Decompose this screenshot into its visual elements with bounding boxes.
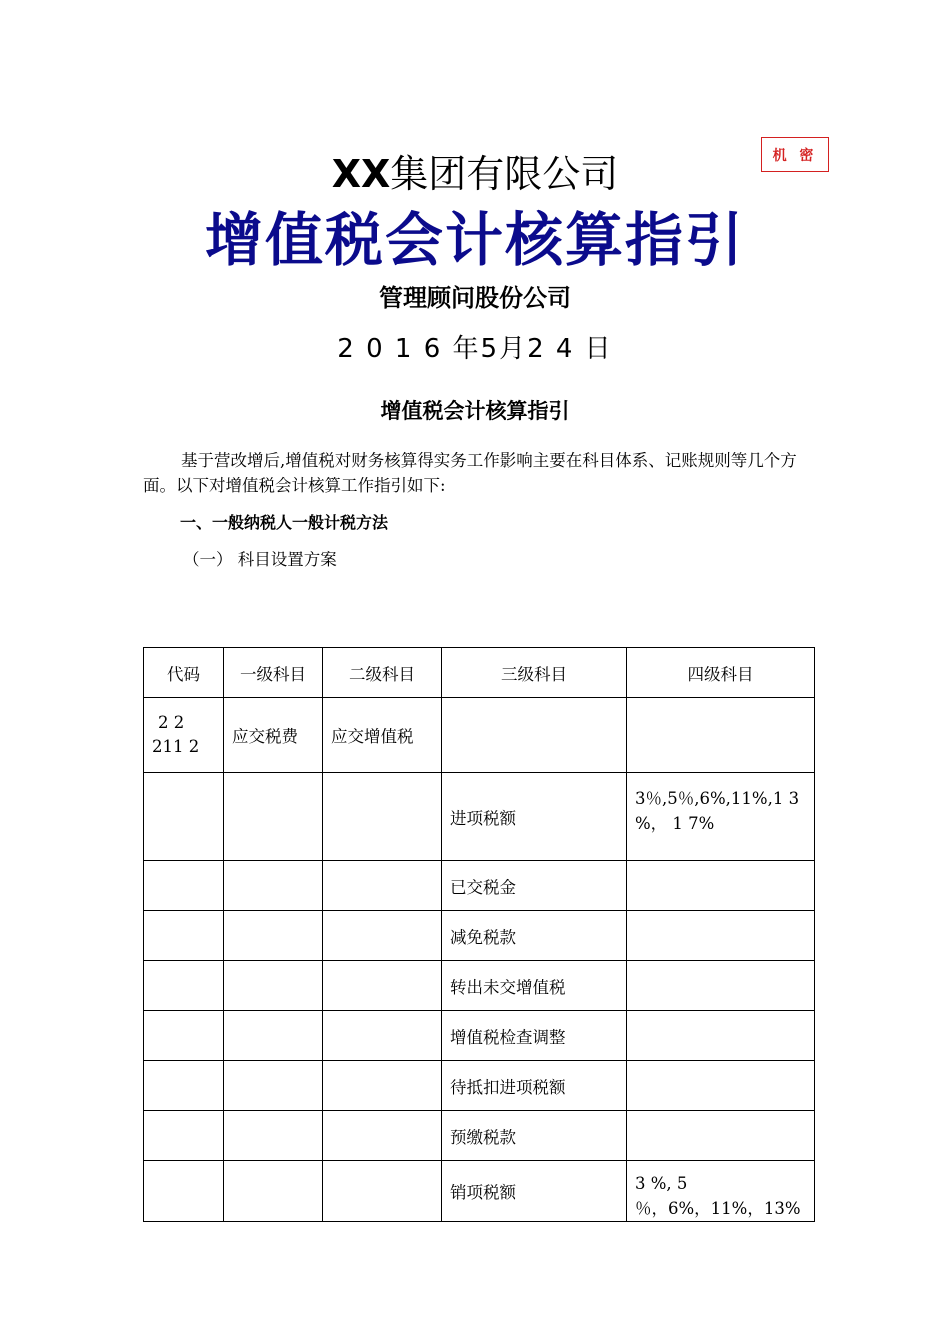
code-line-2: 211 2 [152, 737, 200, 756]
table-row [144, 773, 815, 861]
code-cell [144, 698, 224, 773]
level4-cell [627, 1111, 815, 1161]
table-row [144, 1111, 815, 1161]
table-row [144, 861, 815, 911]
level1-cell [224, 1161, 323, 1222]
header-level3: 三级科目 [442, 648, 627, 698]
level1-cell [224, 773, 323, 861]
document-date: 2 0 1 6 年5月2 4 日 [337, 334, 613, 364]
level3-cell: 减免税款 [442, 911, 627, 961]
level3-cell: 预缴税款 [442, 1111, 627, 1161]
level2-cell [323, 911, 442, 961]
level4-cell [627, 1161, 815, 1222]
section-heading: 一、一般纳税人一般计税方法 [180, 513, 389, 532]
level3-cell: 待抵扣进项税额 [442, 1061, 627, 1111]
level1-cell [224, 1011, 323, 1061]
code-cell [144, 1011, 224, 1061]
code-cell [144, 861, 224, 911]
header-code: 代码 [144, 648, 224, 698]
company-name-prefix: XX [331, 152, 391, 196]
level4-cell [627, 1011, 815, 1061]
level2-cell [323, 1061, 442, 1111]
level1-cell [224, 1061, 323, 1111]
level2-cell [323, 961, 442, 1011]
rate-line-2: ％，6%，11%，13% [635, 1199, 801, 1218]
level1-cell [224, 911, 323, 961]
level1-cell [224, 861, 323, 911]
table-row [144, 1061, 815, 1111]
level1-cell [224, 961, 323, 1011]
code-cell [144, 773, 224, 861]
level2-cell [323, 1161, 442, 1222]
company-name-suffix: 集团有限公司 [390, 152, 619, 196]
table-row [144, 961, 815, 1011]
table-row [144, 698, 815, 773]
rate-line-2: %， 1 7% [635, 814, 715, 833]
level4-cell [627, 773, 815, 861]
account-setup-table [143, 647, 815, 1222]
level3-cell [442, 698, 627, 773]
code-cell [144, 1061, 224, 1111]
level3-cell: 已交税金 [442, 861, 627, 911]
header-level2: 二级科目 [323, 648, 442, 698]
subsection-heading: （一） 科目设置方案 [183, 550, 337, 569]
header-level4: 四级科目 [627, 648, 815, 698]
confidential-stamp: 机 密 [761, 137, 829, 172]
consultant-name: 管理顾问股份公司 [379, 284, 571, 312]
rate-line-1: 3 %, 5 [635, 1174, 688, 1193]
level4-cell [627, 1061, 815, 1111]
level2-cell [323, 861, 442, 911]
company-name [0, 146, 950, 202]
main-title: 增值税会计核算指引 [204, 206, 745, 274]
level2-cell [323, 1011, 442, 1061]
code-cell [144, 1161, 224, 1222]
level3-cell: 销项税额 [442, 1161, 627, 1222]
rate-line-1: 3％,5％,6%,11%,1 3 [635, 789, 800, 808]
level3-cell: 转出未交增值税 [442, 961, 627, 1011]
code-cell [144, 911, 224, 961]
level2-cell: 应交增值税 [323, 698, 442, 773]
document-heading: 增值税会计核算指引 [380, 399, 570, 423]
level4-cell [627, 961, 815, 1011]
level3-cell: 进项税额 [442, 773, 627, 861]
level2-cell [323, 1111, 442, 1161]
level2-cell [323, 773, 442, 861]
level4-cell [627, 911, 815, 961]
code-cell [144, 961, 224, 1011]
intro-paragraph: 基于营改增后,增值税对财务核算得实务工作影响主要在科目体系、记账规则等几个方面。以下对增值税会计核算工作指引如下: [143, 451, 797, 495]
level1-cell: 应交税费 [224, 698, 323, 773]
table-row [144, 1161, 815, 1222]
level4-cell [627, 861, 815, 911]
level1-cell [224, 1111, 323, 1161]
level3-cell: 增值税检查调整 [442, 1011, 627, 1061]
code-line-1: 2 2 [158, 713, 185, 732]
level4-cell [627, 698, 815, 773]
header-level1: 一级科目 [224, 648, 323, 698]
table-row [144, 1011, 815, 1061]
table-row [144, 911, 815, 961]
table-header-row [144, 648, 815, 698]
code-cell [144, 1111, 224, 1161]
